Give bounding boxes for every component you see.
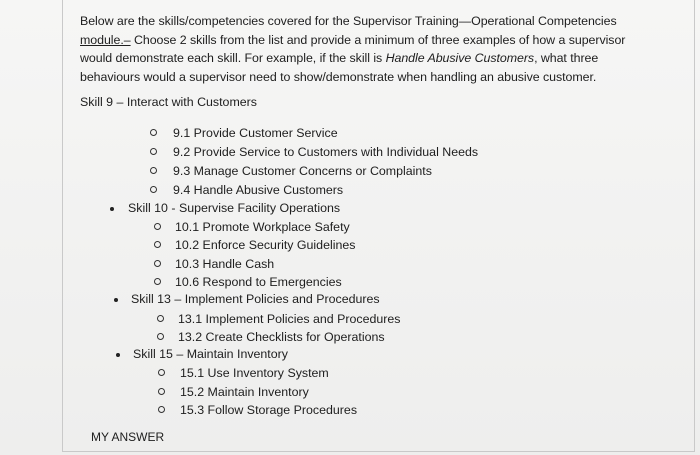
bullet-icon [114,298,118,302]
skill-15-item: 15.3 Follow Storage Procedures [180,403,358,417]
bullet-icon [110,207,114,211]
circle-bullet-icon [157,333,164,340]
circle-bullet-icon [154,260,161,267]
instructions-line-3-end: , what three [534,51,599,66]
skill-15-item: 15.1 Use Inventory System [180,366,329,380]
circle-bullet-icon [158,388,165,395]
circle-bullet-icon [157,315,164,322]
circle-bullet-icon [154,278,161,285]
instructions-paragraph [80,12,665,86]
circle-bullet-icon [158,406,165,413]
instructions-line-4: behaviours would a supervisor need to show/demonstrate when handling an abusive customer. [80,69,597,84]
skill-15-item: 15.2 Maintain Inventory [180,385,309,399]
skill-10-item: 10.2 Enforce Security Guidelines [175,238,356,252]
circle-bullet-icon [150,167,157,174]
skill-13-item: 13.1 Implement Policies and Procedures [178,312,401,326]
circle-bullet-icon [150,186,157,193]
circle-bullet-icon [158,369,165,376]
bullet-icon [116,353,120,357]
example-skill-italic: Handle Abusive Customers [385,51,535,66]
skill-10-item: 10.3 Handle Cash [175,257,275,271]
instructions-line-1: Below are the skills/competencies covered for the Supervisor Training—Operational Competencies [80,14,617,28]
skill-15-heading: Skill 15 – Maintain Inventory [133,347,288,361]
skill-10-item: 10.1 Promote Workplace Safety [175,220,350,234]
circle-bullet-icon [150,148,157,155]
skill-9-heading: Skill 9 – Interact with Customers [80,95,257,109]
skill-10-heading: Skill 10 - Supervise Facility Operations [128,201,341,215]
skill-13-item: 13.2 Create Checklists for Operations [178,330,385,344]
skill-9-item: 9.1 Provide Customer Service [173,126,338,140]
skill-10-item: 10.6 Respond to Emergencies [175,275,342,289]
circle-bullet-icon [154,241,161,248]
my-answer-label: MY ANSWER [91,430,165,444]
module-underlined-word: module.– [80,32,131,47]
skill-9-item: 9.4 Handle Abusive Customers [173,183,344,197]
skill-9-item: 9.3 Manage Customer Concerns or Complaints [173,164,432,178]
circle-bullet-icon [150,129,157,136]
instructions-line-3 [80,49,665,68]
instructions-line-3-start: would demonstrate each skill. For example, if the skill is [80,51,386,66]
skill-9-item: 9.2 Provide Service to Customers with Individual Needs [173,145,479,159]
instructions-line-2 [80,31,665,50]
instructions-line-2-text: Choose 2 skills from the list and provide a minimum of three examples of how a supervisor [130,32,626,47]
skill-13-heading: Skill 13 – Implement Policies and Procedures [131,292,380,306]
circle-bullet-icon [154,223,161,230]
